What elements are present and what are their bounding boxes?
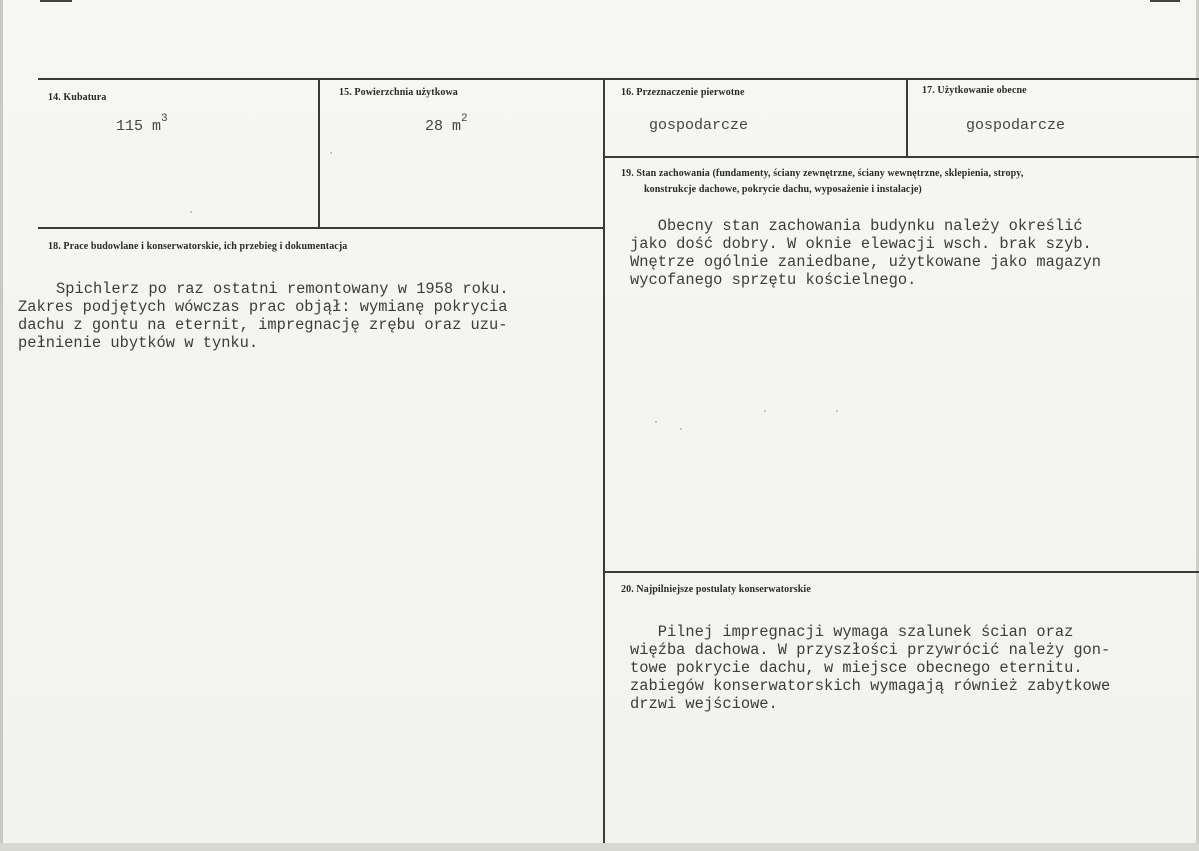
field-18-line: pełnienie ubytków w tynku. <box>18 334 259 352</box>
paper-speck <box>764 410 766 412</box>
paper-speck <box>680 428 682 430</box>
field-14-label: 14. Kubatura <box>48 92 107 103</box>
divider-center <box>603 78 605 843</box>
form-top-rule <box>38 78 1199 80</box>
paper-speck <box>330 152 332 154</box>
paper-speck <box>836 410 838 412</box>
field-15-label: 15. Powierzchnia użytkowa <box>339 87 458 98</box>
rule-under-16-17 <box>604 156 1199 158</box>
field-19-label-continued: konstrukcje dachowe, pokrycie dachu, wyposażenie i instalacje) <box>644 184 922 195</box>
field-19-line: jako dość dobry. W oknie elewacji wsch. brak szyb. <box>630 235 1092 253</box>
field-19-line: Wnętrze ogólnie zaniedbane, użytkowane jako magazyn <box>630 253 1102 271</box>
field-20-line: drzwi wejściowe. <box>630 695 778 713</box>
divider-14-15 <box>318 78 320 228</box>
field-20-line: towe pokrycie dachu, w miejsce obecnego eternitu. <box>630 659 1083 677</box>
top-edge-mark <box>1150 0 1180 2</box>
field-18-line: dachu z gontu na eternit, impregnację zrębu oraz uzu- <box>18 316 508 334</box>
paper-speck <box>655 421 657 423</box>
field-18-label: 18. Prace budowlane i konserwatorskie, ich przebieg i dokumentacja <box>48 241 348 252</box>
field-18-line: Zakres podjętych wówczas prac objął: wymianę pokrycia <box>18 298 508 316</box>
top-edge-mark <box>40 0 72 2</box>
paper-edge-bottom <box>0 843 1199 851</box>
field-20-line: zabiegów konserwatorskich wymagają również zabytkowe <box>630 677 1111 695</box>
field-20-label: 20. Najpilniejsze postulaty konserwatorskie <box>621 584 811 595</box>
paper-edge-left <box>0 0 3 851</box>
field-20-line: Pilnej impregnacji wymaga szalunek ścian oraz <box>630 623 1074 641</box>
paper-speck <box>190 211 192 213</box>
field-20-line: więźba dachowa. W przyszłości przywrócić należy gon- <box>630 641 1111 659</box>
field-18-line: Spichlerz po raz ostatni remontowany w 1958 roku. <box>56 280 509 298</box>
rule-under-14-15 <box>38 227 604 229</box>
field-17-label: 17. Użytkowanie obecne <box>922 85 1027 96</box>
field-15-value: 28 $m^2$ <box>425 113 468 135</box>
field-14-value: 115 $m^3$ <box>116 113 168 135</box>
field-17-value: gospodarcze <box>966 117 1066 134</box>
field-16-value: gospodarcze <box>649 117 749 134</box>
divider-16-17 <box>906 78 908 157</box>
field-16-label: 16. Przeznaczenie pierwotne <box>621 87 745 98</box>
field-19-line: wycofanego sprzętu kościelnego. <box>630 271 917 289</box>
rule-above-20 <box>604 571 1199 573</box>
field-19-line: Obecny stan zachowania budynku należy określić <box>630 217 1083 235</box>
field-19-label: 19. Stan zachowania (fundamenty, ściany zewnętrzne, ściany wewnętrzne, sklepienia, stropy, <box>621 168 1024 179</box>
